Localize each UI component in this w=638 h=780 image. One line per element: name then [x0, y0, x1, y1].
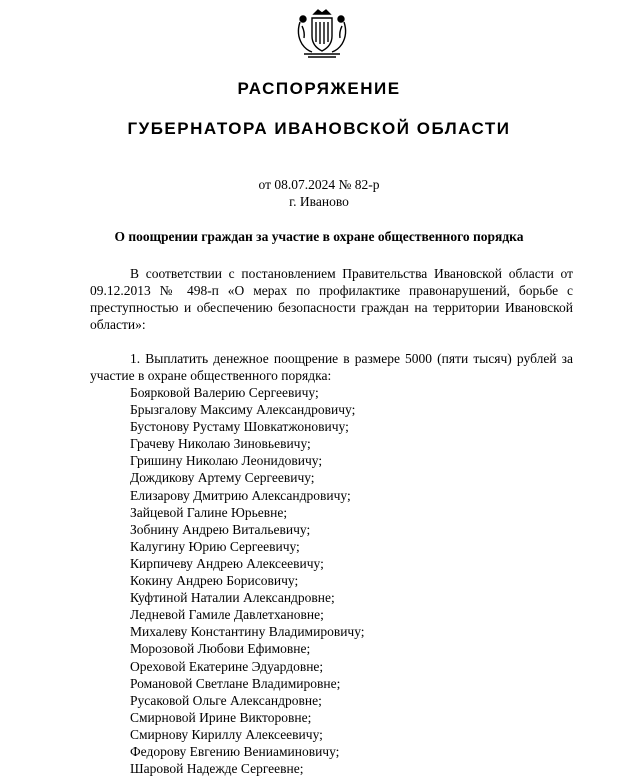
recipient-list	[130, 384, 365, 777]
coat-of-arms-icon	[294, 8, 350, 60]
item-1-paragraph: 1. Выплатить денежное поощрение в размере 5000 (пяти тысяч) рублей за участие в охране общественного порядка:	[90, 351, 573, 383]
issuer-heading: ГУБЕРНАТОРА ИВАНОВСКОЙ ОБЛАСТИ	[127, 119, 511, 138]
recipient-item: Ореховой Екатерине Эдуардовне;	[130, 658, 324, 674]
recipient-item: Боярковой Валерию Сергеевичу;	[130, 385, 319, 400]
recipient-item: Михалеву Константину Владимировичу;	[130, 624, 365, 640]
document-subject: О поощрении граждан за участие в охране общественного порядка	[114, 229, 524, 244]
recipient-item: Гришину Николаю Леонидовичу;	[130, 453, 323, 469]
recipient-item: Кирпичеву Андрею Алексеевичу;	[130, 555, 324, 571]
recipient-item: Зобнину Андрею Витальевичу;	[130, 521, 311, 537]
recipient-item: Морозовой Любови Ефимовне;	[130, 641, 311, 657]
recipient-item: Грачеву Николаю Зиновьевичу;	[130, 436, 311, 452]
recipient-item: Смирнову Кириллу Алексеевичу;	[130, 726, 323, 742]
recipient-item: Кокину Андрею Борисовичу;	[130, 573, 299, 589]
recipient-item: Русаковой Ольге Александровне;	[130, 692, 322, 708]
recipient-item: Федорову Евгению Вениаминовичу;	[130, 743, 340, 759]
document-city: г. Иваново	[289, 194, 349, 209]
preamble-paragraph: В соответствии с постановлением Правительства Ивановской области от 09.12.2013 № 498-п «О мерах по профилактике правонарушений, борьбе с преступностью и обеспечению безопасности граждан на территории Ивановской области»:	[90, 266, 573, 332]
recipient-item: Елизарову Дмитрию Александровичу;	[130, 487, 351, 503]
recipient-item: Брызгалову Максиму Александровичу;	[130, 402, 356, 418]
recipient-item: Калугину Юрию Сергеевичу;	[130, 538, 300, 554]
recipient-item: Зайцевой Галине Юрьевне;	[130, 504, 288, 520]
document-date-number: от 08.07.2024 № 82-р	[258, 177, 380, 192]
recipient-item: Смирновой Ирине Викторовне;	[130, 709, 312, 725]
recipient-item: Ледневой Гамиле Давлетхановне;	[130, 607, 324, 623]
recipient-item: Романовой Светлане Владимировне;	[130, 675, 341, 691]
recipient-item: Шаровой Надежде Сергеевне;	[130, 761, 304, 777]
recipient-item: Куфтиной Наталии Александровне;	[130, 590, 335, 606]
document-type-heading: РАСПОРЯЖЕНИЕ	[237, 79, 401, 98]
recipient-item: Бустонову Рустаму Шовкатжоновичу;	[130, 419, 349, 435]
recipient-item: Дождикову Артему Сергеевичу;	[130, 470, 315, 486]
